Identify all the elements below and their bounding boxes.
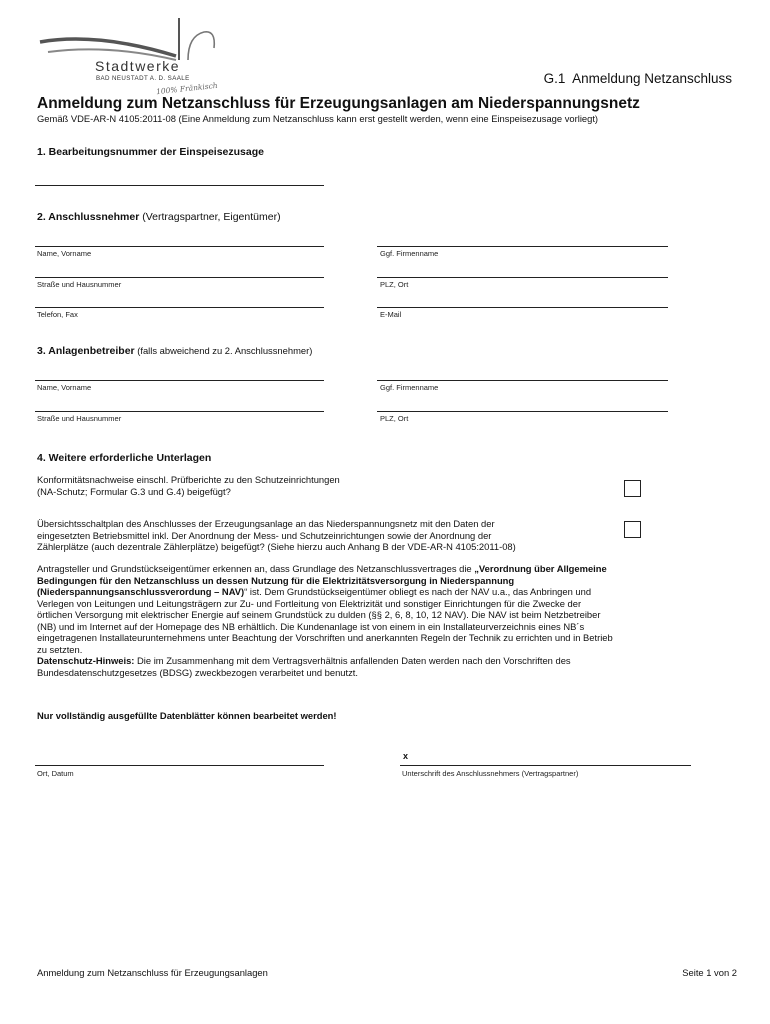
section2-heading-note: (Vertragspartner, Eigentümer) [139, 211, 281, 223]
conformity-question [37, 474, 340, 497]
legal-line1-text: Antragsteller und Grundstückseigentümer erkennen an, dass Grundlage des Netzanschlussvertrages die [37, 563, 475, 574]
legal-line7: eingetragenen Installateurunternehmens unter Beachtung der Vorschriften und anerkannten Regeln der Technik zu errichten und in Betrieb [37, 632, 613, 643]
page-number: Seite 1 von 2 [682, 967, 737, 978]
section1-heading: 1. Bearbeitungsnummer der Einspeisezusage [37, 146, 264, 158]
company-logo [38, 14, 238, 97]
legal-line4: Verlegen von Leitungen und Leitungsträgern zur Zu- und Fortleitung von Elektrizität und sonstiger Einrichtungen für die Zwecke der [37, 597, 582, 609]
logo-tagline: 100% Fränkisch [155, 80, 219, 97]
owner-name-label: Name, Vorname [37, 249, 92, 258]
legal-line3-bold: (Niederspannungsanschlussverordung – NAV) [37, 586, 245, 597]
completeness-notice: Nur vollständig ausgefüllte Datenblätter können bearbeitet werden! [37, 710, 337, 721]
place-date-label: Ort, Datum [37, 769, 74, 778]
legal-line5: örtlichen Versorgung mit elektrischer Energie auf seinem Grundstück zu dulden (§§ 2, 6, 8, 10, 12 NAV). Die NAV ist beim Netzbetreiber [37, 609, 601, 620]
schematic-question-line3: Zählerplätze (auch dezentrale Zählerplätze) beigefügt? (Siehe hierzu auch Anhang B der VDE-AR-N 4105:2011-08) [37, 541, 516, 552]
page-title: Anmeldung zum Netzanschluss für Erzeugungsanlagen am Niederspannungsnetz [37, 95, 640, 112]
conformity-question-line2: (NA-Schutz; Formular G.3 und G.4) beigefügt? [37, 485, 231, 497]
schematic-question-line1: Übersichtsschaltplan des Anschlusses der Erzeugungsanlage an das Niederspannungsnetz mit den Daten der [37, 518, 495, 529]
legal-line1-bold: „Verordnung über Allgemeine [474, 563, 607, 574]
section2-heading-main: 2. Anschlussnehmer [37, 211, 140, 223]
privacy-label: Datenschutz-Hinweis: [37, 655, 135, 666]
legal-line8: zu setzten. [37, 643, 83, 655]
section3-heading-main: 3. Anlagenbetreiber [37, 345, 135, 357]
owner-email-field[interactable] [377, 307, 668, 308]
processing-number-field[interactable] [35, 185, 324, 186]
place-date-field[interactable] [35, 765, 324, 766]
section3-heading [37, 345, 312, 357]
logo-name: Stadtwerke [95, 58, 181, 74]
operator-firm-label: Ggf. Firmenname [380, 383, 439, 392]
logo-graphic [38, 14, 238, 62]
section2-heading [37, 211, 281, 223]
operator-name-label: Name, Vorname [37, 383, 92, 392]
owner-phone-label: Telefon, Fax [37, 310, 78, 319]
owner-email-label: E-Mail [380, 310, 402, 319]
privacy-text-1: Die im Zusammenhang mit dem Vertragsverhältnis anfallenden Daten werden nach den Vorschriften des [134, 655, 571, 666]
operator-name-field[interactable] [35, 380, 324, 381]
owner-city-field[interactable] [377, 277, 668, 278]
signature-field[interactable] [400, 765, 691, 766]
owner-city-label: PLZ, Ort [380, 280, 409, 289]
legal-line3-text: “ ist. Dem Grundstückseigentümer obliegt es nach der NAV u.a., das Anbringen und [244, 586, 592, 597]
owner-firm-field[interactable] [377, 246, 668, 247]
section4-heading: 4. Weitere erforderliche Unterlagen [37, 452, 212, 464]
footer-title: Anmeldung zum Netzanschluss für Erzeugungsanlagen [37, 967, 268, 978]
operator-firm-field[interactable] [377, 380, 668, 381]
legal-text [37, 563, 737, 678]
signature-label: Unterschrift des Anschlussnehmers (Vertragspartner) [402, 769, 579, 778]
operator-street-field[interactable] [35, 411, 324, 412]
owner-street-field[interactable] [35, 277, 324, 278]
legal-line6: (NB) und im Internet auf der Homepage des NB erhältlich. Die Kundenanlage ist von einem in ein Installateurverzeichnis eines NB´s [37, 620, 585, 632]
conformity-question-line1: Konformitätsnachweise einschl. Prüfberichte zu den Schutzeinrichtungen [37, 474, 340, 485]
schematic-question [37, 518, 516, 553]
operator-city-field[interactable] [377, 411, 668, 412]
owner-street-label: Straße und Hausnummer [37, 280, 122, 289]
owner-firm-label: Ggf. Firmenname [380, 249, 439, 258]
logo-subtitle: BAD NEUSTADT A. D. SAALE [96, 75, 190, 82]
operator-city-label: PLZ, Ort [380, 414, 409, 423]
conformity-checkbox[interactable] [624, 480, 641, 497]
owner-name-field[interactable] [35, 246, 324, 247]
owner-phone-field[interactable] [35, 307, 324, 308]
privacy-text-2: Bundesdatenschutzgesetzes (BDSG) zweckbezogen verarbeitet und benutzt. [37, 666, 359, 678]
legal-line2-bold: Bedingungen für den Netzanschluss un dessen Nutzung für die Elektrizitätsversorgung in Niederspannung [37, 574, 515, 586]
form-code: G.1 Anmeldung Netzanschluss [543, 71, 732, 86]
schematic-checkbox[interactable] [624, 521, 641, 538]
schematic-question-line2: eingesetzten Betriebsmittel inkl. Der Anordnung der Mess- und Schutzeinrichtungen sowie der Anordnung der [37, 529, 492, 541]
page-subtitle: Gemäß VDE-AR-N 4105:2011-08 (Eine Anmeldung zum Netzanschluss kann erst gestellt werden, wenn eine Einspeisezusage vorliegt) [37, 113, 599, 124]
operator-street-label: Straße und Hausnummer [37, 414, 122, 423]
signature-mark: x [403, 751, 409, 761]
section3-heading-note: (falls abweichend zu 2. Anschlussnehmer) [134, 345, 313, 356]
